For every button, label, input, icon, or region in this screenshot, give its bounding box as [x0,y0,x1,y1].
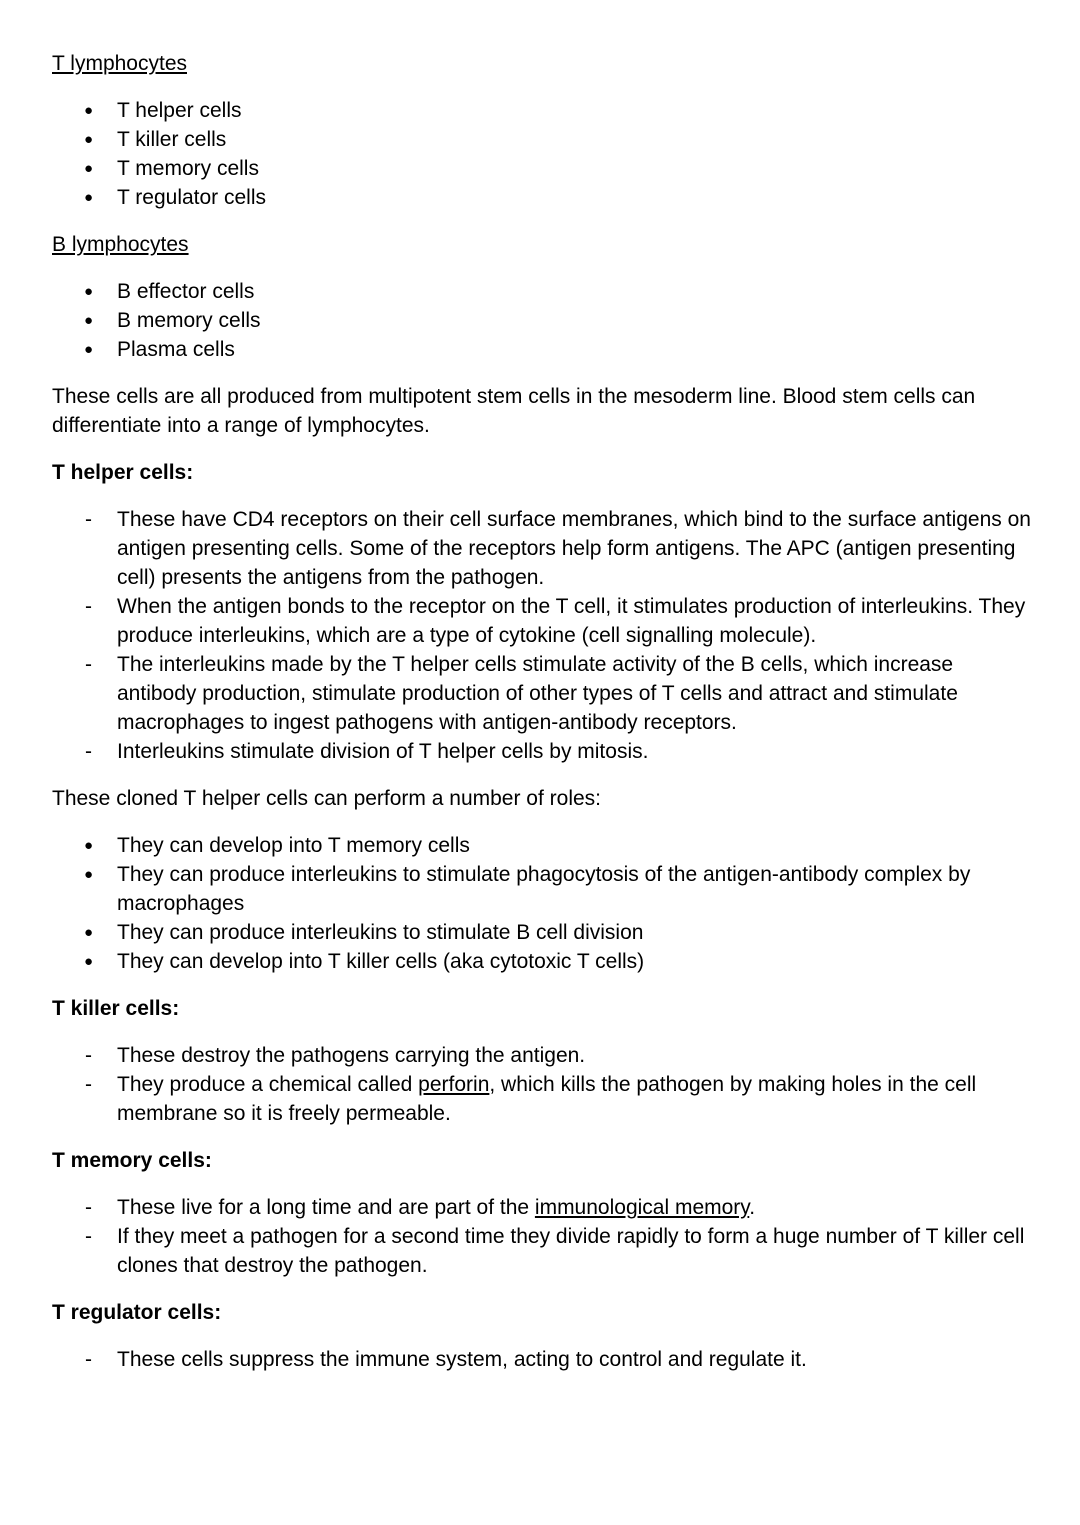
list-item: - The interleukins made by the T helper cells stimulate activity of the B cells, which increase antibody production, stimulate production of other types of T cells and attract and stimulate macrophages to ingest pathogens with antigen-antibody receptors. [52,650,1032,737]
list-item: - When the antigen bonds to the receptor on the T cell, it stimulates production of interleukins. They produce interleukins, which are a type of cytokine (cell signalling molecule). [52,592,1032,650]
list-item: - These destroy the pathogens carrying the antigen. [52,1041,1032,1070]
b-lymphocytes-list [52,277,1032,364]
list-item: ● B memory cells [52,306,1032,335]
t-lymphocytes-list [52,96,1032,212]
cloned-roles-list [52,831,1032,976]
t-regulator-heading: T regulator cells: [52,1301,222,1324]
list-item: - These cells suppress the immune system, acting to control and regulate it. [52,1345,1032,1374]
perforin-link[interactable]: perforin [418,1073,490,1096]
document-page [52,49,1032,1374]
cloned-intro: These cloned T helper cells can perform a number of roles: [52,787,602,810]
t-killer-points [52,1041,1032,1128]
t-memory-heading: T memory cells: [52,1149,212,1172]
list-item: ● T killer cells [52,125,1032,154]
list-item: ● B effector cells [52,277,1032,306]
text-segment: These live for a long time and are part of the [117,1196,535,1219]
list-item: - Interleukins stimulate division of T helper cells by mitosis. [52,737,1032,766]
text-segment: They produce a chemical called [117,1073,419,1096]
t-helper-points [52,505,1032,766]
list-item: ● T memory cells [52,154,1032,183]
list-item: - If they meet a pathogen for a second time they divide rapidly to form a huge number of T killer cell clones that destroy the pathogen. [52,1222,1032,1280]
list-item [52,1070,1032,1128]
list-item: ● T helper cells [52,96,1032,125]
t-killer-heading: T killer cells: [52,997,180,1020]
t-memory-points [52,1193,1032,1280]
intro-line-2: differentiate into a range of lymphocytes. [52,414,430,437]
t-lymphocytes-heading: T lymphocytes [52,52,187,75]
list-item: - These have CD4 receptors on their cell surface membranes, which bind to the surface antigens on antigen presenting cells. Some of the receptors help form antigens. The APC (antigen presenting cell) presents the antigens from the pathogen. [52,505,1032,592]
list-item: ● They can produce interleukins to stimulate phagocytosis of the antigen-antibody complex by macrophages [52,860,1032,918]
text-segment: , which kills the pathogen by making holes in the cell membrane so it is freely permeable. [117,1073,977,1125]
list-item: ● T regulator cells [52,183,1032,212]
b-lymphocytes-heading: B lymphocytes [52,233,189,256]
list-item: ● They can develop into T killer cells (aka cytotoxic T cells) [52,947,1032,976]
immunological-memory-link[interactable]: immunological memory [534,1196,750,1219]
text-segment: . [749,1196,756,1219]
list-item [52,1193,1032,1222]
t-helper-heading: T helper cells: [52,461,194,484]
t-regulator-points [52,1345,1032,1374]
intro-line-1: These cells are all produced from multipotent stem cells in the mesoderm line. Blood stem cells can [52,385,976,408]
list-item: ● Plasma cells [52,335,1032,364]
list-item: ● They can produce interleukins to stimulate B cell division [52,918,1032,947]
list-item: ● They can develop into T memory cells [52,831,1032,860]
